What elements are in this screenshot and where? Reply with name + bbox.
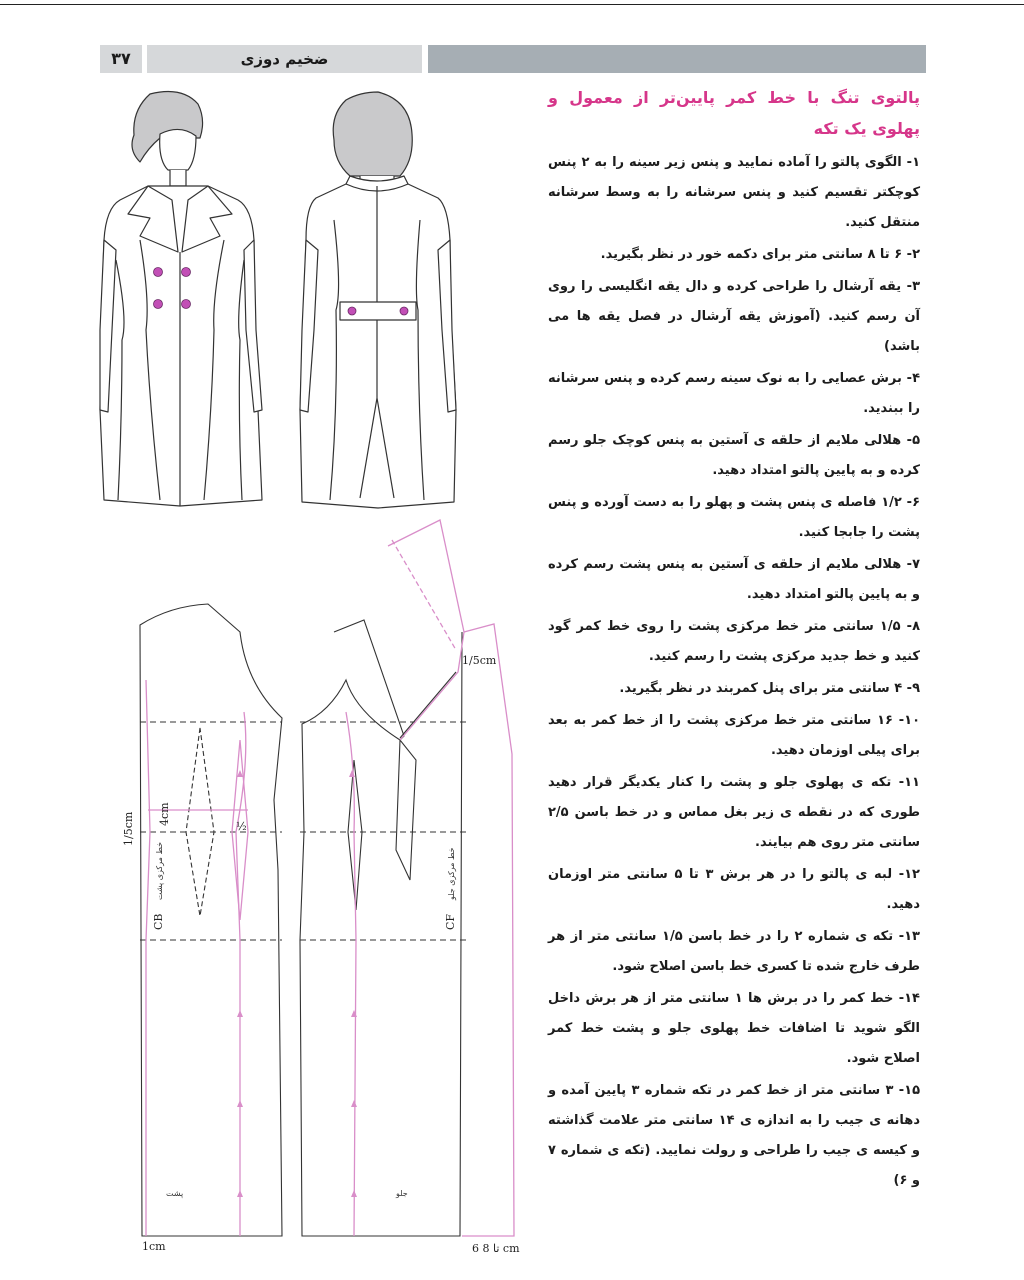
article-title: پالتوی تنگ با خط کمر پایین‌تر از معمول و پهلوی یک تکه — [548, 88, 920, 138]
step-5: ۵- هلالی ملایم از حلقه ی آستین به پنس کوچک جلو رسم کرده و به پایین پالتو امتداد دهید. — [548, 433, 920, 478]
1cm-label: 1cm — [142, 1240, 166, 1253]
coat-front-sketch — [100, 92, 262, 506]
button-icon — [182, 300, 191, 309]
page-number: ۳۷ — [111, 49, 131, 68]
collar-stand — [392, 540, 456, 650]
step-11: ۱۱- تکه ی پهلوی جلو و پشت را کنار یکدیگر قرار دهید طوری که در نقطه ی زیر بغل مماس و در خط باسن ۲/۵ سانتی متر روی هم بیایند. — [548, 775, 920, 850]
step-14: ۱۴- خط کمر را در برش ها ۱ سانتی متر از هر برش داخل الگو شوید تا اضافات خط پهلوی جلو و پشت خط کمر اصلاح شود. — [548, 991, 920, 1066]
button-icon — [182, 268, 191, 277]
arrow-icon — [349, 770, 355, 777]
book-title: ضخیم دوزی — [240, 50, 329, 68]
arrow-icon — [237, 1010, 243, 1017]
back-pattern-pink — [146, 680, 248, 1236]
back-coat-body — [300, 184, 456, 508]
front-label: جلو — [396, 1189, 408, 1198]
step-2: ۲- ۶ تا ۸ سانتی متر برای دکمه خور در نظر بگیرید. — [600, 247, 920, 262]
step-6: ۶- ۱/۲ فاصله ی پنس پشت و پهلو را به دست آورده و پنس پشت را جابجا کنید. — [548, 495, 920, 540]
cf-label: CF — [444, 913, 457, 930]
front-neck — [170, 170, 186, 186]
4cm-label: 4cm — [158, 802, 171, 826]
arrow-icon — [237, 1190, 243, 1197]
button-icon — [348, 307, 356, 315]
front-pattern-pink — [346, 520, 514, 1236]
step-10: ۱۰- ۱۶ سانتی متر خط مرکزی پشت را از خط کمر به بعد برای پیلی اوزمان دهید. — [548, 713, 921, 758]
front-coat-body — [100, 186, 262, 506]
front-bust-dart — [396, 740, 416, 880]
back-new-center-line — [146, 680, 150, 1236]
arrow-icon — [351, 1100, 357, 1107]
cb-label: CB — [152, 913, 165, 930]
half-label: ½ — [236, 820, 247, 833]
button-icon — [154, 268, 163, 277]
6to8cm-label: 6 تا 8 cm — [472, 1242, 520, 1255]
front-face — [160, 129, 196, 170]
button-icon — [400, 307, 408, 315]
arrow-icon — [351, 1190, 357, 1197]
step-12: ۱۲- لبه ی پالتو را در هر برش ۳ تا ۵ سانتی متر اوزمان دهید. — [548, 867, 920, 912]
step-7: ۷- هلالی ملایم از حلقه ی آستین به پنس پشت رسم کرده و به پایین پالتو امتداد دهید. — [548, 557, 920, 602]
front-pattern-outline — [300, 620, 462, 1236]
arrow-icon — [237, 1100, 243, 1107]
back-dart-1 — [186, 728, 214, 916]
coat-back-sketch — [300, 92, 456, 508]
front-extension — [462, 624, 514, 1236]
step-4: ۴- برش عصایی را به نوک سینه رسم کرده و پنس سرشانه را ببندید. — [548, 371, 920, 416]
back-center-line-label: خط مرکزی پشت — [155, 841, 164, 900]
back-label: پشت — [166, 1189, 184, 1198]
front-center-line-label: خط مرکزی جلو — [447, 847, 456, 900]
step-9: ۹- ۴ سانتی متر برای پنل کمربند در نظر بگیرید. — [619, 681, 920, 696]
step-1: ۱- الگوی پالتو را آماده نمایید و پنس زیر سینه را به ۲ پنس کوچکتر تقسیم کنید و پنس سرشانه را به وسط سرشانه منتقل کنید. — [548, 155, 921, 230]
step-8: ۸- ۱/۵ سانتی متر خط مرکزی پشت را روی خط کمر گود کنید و خط جدید مرکزی پشت را رسم کنید. — [548, 619, 920, 664]
step-13: ۱۳- تکه ی شماره ۲ را در خط باسن ۱/۵ سانتی متر از هر طرف خارج شده تا کسری خط باسن اصلاح شود. — [548, 929, 920, 974]
button-icon — [154, 300, 163, 309]
grain-arrows — [237, 770, 357, 1197]
step-15: ۱۵- ۳ سانتی متر از خط کمر در تکه شماره ۳ پایین آمده و دهانه ی جیب را به اندازه ی ۱۴ سانتی متر علامت گذاشته و کیسه ی جیب را طراحی و رولت نمایید. (تکه ی شماره ۷ و ۶) — [548, 1083, 921, 1188]
left-1-5cm-label: 1/5cm — [122, 811, 135, 846]
front-dart-to-neck — [400, 672, 456, 738]
step-3: ۳- یقه آرشال را طراحی کرده و دال یقه انگلیسی را روی آن رسم کنید. (آموزش یقه آرشال در فصل یقه ها می باشد) — [548, 279, 920, 354]
right-1-5cm-label: 1/5cm — [462, 654, 497, 667]
back-head — [333, 92, 412, 176]
